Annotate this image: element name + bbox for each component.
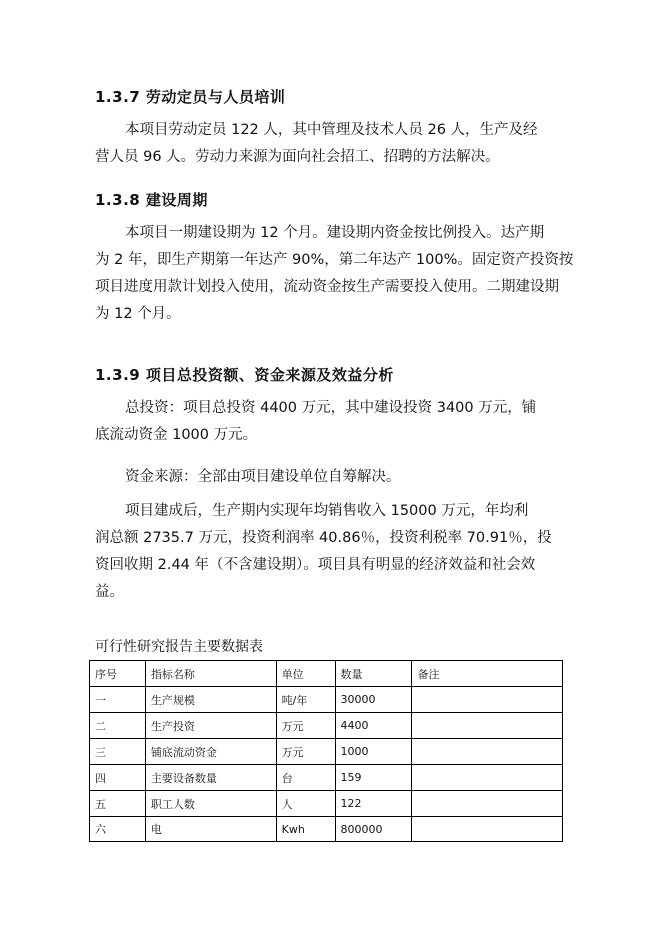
text-line: 项目建成后，生产期内实现年均销售收入 15000 万元，年均利 — [125, 503, 529, 519]
text-line: 为 12 个月。 — [95, 306, 181, 322]
section-heading: 1.3.7 劳动定员与人员培训 — [95, 88, 286, 106]
table-cell: 二 — [90, 713, 146, 739]
text-line: 总投资：项目总投资 4400 万元，其中建设投资 3400 万元，铺 — [125, 400, 537, 416]
header-cell: 数量 — [335, 661, 412, 687]
section-heading: 1.3.8 建设周期 — [95, 191, 208, 209]
table-cell: 主要设备数量 — [145, 765, 276, 791]
table-cell: 吨/年 — [276, 687, 335, 713]
table-cell: 台 — [276, 765, 335, 791]
paragraph — [95, 464, 605, 491]
paragraph — [95, 117, 605, 171]
table-cell: 四 — [90, 765, 146, 791]
table-cell: 一 — [90, 687, 146, 713]
table-cell: 1000 — [335, 739, 412, 765]
table-row — [90, 791, 563, 817]
table-header-row — [90, 661, 563, 687]
table-cell: 电 — [145, 817, 276, 842]
table-cell — [412, 713, 563, 739]
table-cell — [412, 817, 563, 842]
text-line: 资金来源：全部由项目建设单位自筹解决。 — [125, 469, 401, 485]
paragraph — [95, 395, 605, 449]
table-cell: 六 — [90, 817, 146, 842]
table-cell: 五 — [90, 791, 146, 817]
header-cell: 备注 — [412, 661, 563, 687]
table-cell — [412, 765, 563, 791]
table-cell: 30000 — [335, 687, 412, 713]
paragraph — [95, 498, 605, 606]
text-line: 资回收期 2.44 年（不含建设期）。项目具有明显的经济效益和社会效 — [95, 557, 536, 573]
table-cell: 159 — [335, 765, 412, 791]
text-line: 本项目一期建设期为 12 个月。建设期内资金按比例投入。达产期 — [125, 225, 545, 241]
data-table — [89, 660, 563, 842]
table-cell — [412, 791, 563, 817]
table-cell: 800000 — [335, 817, 412, 842]
table-cell: 4400 — [335, 713, 412, 739]
table-cell — [412, 687, 563, 713]
table-row — [90, 765, 563, 791]
table-row — [90, 713, 563, 739]
header-cell: 单位 — [276, 661, 335, 687]
table-row — [90, 817, 563, 842]
text-line: 润总额 2735.7 万元，投资利润率 40.86％，投资利税率 70.91％，投 — [95, 530, 552, 546]
table-cell: 铺底流动资金 — [145, 739, 276, 765]
table-cell: 万元 — [276, 739, 335, 765]
section-heading: 1.3.9 项目总投资额、资金来源及效益分析 — [95, 366, 394, 384]
table-cell: 职工人数 — [145, 791, 276, 817]
header-cell: 指标名称 — [145, 661, 276, 687]
text-line: 营人员 96 人。劳动力来源为面向社会招工、招聘的方法解决。 — [95, 149, 500, 165]
table-cell — [412, 739, 563, 765]
paragraph — [95, 220, 605, 328]
table-cell: 生产规模 — [145, 687, 276, 713]
table-cell: 人 — [276, 791, 335, 817]
text-line: 底流动资金 1000 万元。 — [95, 427, 258, 443]
text-line: 项目进度用款计划投入使用，流动资金按生产需要投入使用。二期建设期 — [95, 279, 559, 295]
table-cell: 三 — [90, 739, 146, 765]
table-cell: 122 — [335, 791, 412, 817]
text-line: 本项目劳动定员 122 人，其中管理及技术人员 26 人，生产及经 — [125, 122, 538, 138]
table-cell: Kwh — [276, 817, 335, 842]
table-cell: 生产投资 — [145, 713, 276, 739]
table-caption: 可行性研究报告主要数据表 — [95, 639, 263, 655]
header-cell: 序号 — [90, 661, 146, 687]
text-line: 为 2 年，即生产期第一年达产 90%，第二年达产 100%。固定资产投资按 — [95, 252, 574, 268]
text-line: 益。 — [95, 584, 124, 600]
table-row — [90, 739, 563, 765]
table-cell: 万元 — [276, 713, 335, 739]
table-row — [90, 687, 563, 713]
